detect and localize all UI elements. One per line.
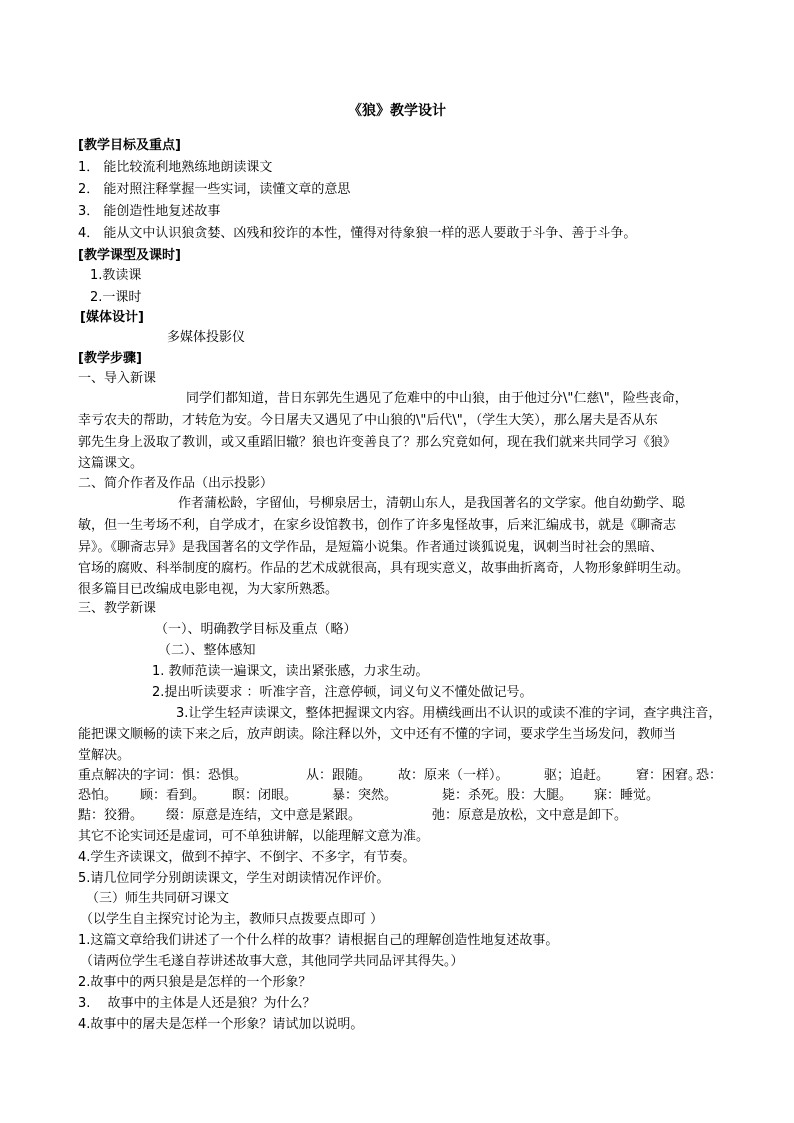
step1-line: 幸亏农夫的帮助，才转危为安。今日屠夫又遇见了中山狼的\"后代\"，（学生大笑），那么屠夫是否从东 (78, 413, 658, 428)
goal-item: 4． 能从文中认识狼贪婪、凶残和狡诈的本性，懂得对待象狼一样的恶人要敢于斗争、善于斗争。 (78, 226, 637, 241)
vocab-entry: 暴：突然。 (332, 788, 398, 803)
step1-line: 郭先生身上汲取了教训，或又重蹈旧辙？狼也许变善良了？那么究竟如何，现在我们就来共同学习《狼》 (78, 435, 677, 450)
goal-item: 1． 能比较流利地熟练地朗读课文 (78, 160, 273, 175)
vocab-entry: 弛：原意是放松，文中意是卸下。 (432, 808, 628, 823)
question-line: 4.故事中的屠夫是怎样一个形象？请试加以说明。 (78, 1017, 364, 1032)
vocab-entry: 从：跟随。 (306, 768, 372, 783)
vocab-entry: 恐怕。 (78, 788, 118, 803)
after-vocab-line: 5.请几位同学分别朗读课文，学生对朗读情况作评价。 (78, 871, 390, 886)
media-heading: [媒体设计] (80, 310, 144, 325)
step3-item: 堂解决。 (78, 748, 131, 763)
sub3-note: （以学生自主探究讨论为主，教师只点拨要点即可 ） (80, 912, 384, 927)
step2-line: 作者蒲松龄，字留仙，号柳泉居士，清朝山东人，是我国著名的文学家。他自幼勤学、聪 (178, 496, 686, 511)
vocab-entry: 顾：看到。 (140, 788, 206, 803)
vocab-entry: 缀：原意是连结，文中意是紧跟。 (166, 808, 362, 823)
steps-heading: [教学步骤] (78, 351, 142, 366)
vocab-entry: 驱；追赶。 (544, 768, 610, 783)
type-item: 2.一课时 (90, 290, 142, 305)
vocab-entry: 窘：困窘。 (636, 768, 702, 783)
step3-heading: 三、教学新课 (78, 601, 157, 616)
step2-line: 敏，但一生考场不利，自学成才，在家乡设馆教书，创作了许多鬼怪故事，后来汇编成书，就是《聊斋志 (78, 518, 677, 533)
type-heading: [教学课型及课时] (78, 248, 181, 263)
vocab-entry: 故：原来（一样）。 (398, 768, 509, 783)
after-vocab-line: 4.学生齐读课文，做到不掉字、不倒字、不多字，有节奏。 (78, 850, 416, 865)
vocab-entry: 瞑：闭眼。 (232, 788, 298, 803)
step2-line: 很多篇目已改编成电影电视，为大家所熟悉。 (78, 582, 339, 597)
question-line: 3. 故事中的主体是人还是狼？为什么？ (78, 996, 316, 1011)
vocab-entry: 毙：杀死。股：大腿。 (442, 788, 573, 803)
type-item: 1.教读课 (90, 268, 142, 283)
step2-line: 异》。《聊斋志异》是我国著名的文学作品，是短篇小说集。作者通过谈狐说鬼，讽刺当时社会的黑暗、 (78, 540, 664, 555)
step3-item: 3.让学生轻声读课文，整体把握课文内容。用横线画出不认识的或读不准的字词，查字典注音， (176, 706, 722, 721)
step3-subheading: （一）、明确教学目标及重点（略） (155, 622, 357, 637)
goal-item: 2． 能对照注释掌握一些实词，读懂文章的意思 (78, 182, 351, 197)
step3-item: 2.提出听读要求 ：听准字音，注意停顿，词义句义不懂处做记号。 (152, 685, 533, 700)
vocab-entry: 恐： (696, 768, 723, 783)
step1-line: 同学们都知道，昔日东郭先生遇见了危难中的中山狼，由于他过分\"仁慈\"，险些丧命， (186, 391, 688, 406)
step3-subheading: （二）、整体感知 (158, 643, 256, 658)
question-line: 1.这篇文章给我们讲述了一个什么样的故事？请根据自己的理解创造性地复述故事。 (78, 933, 559, 948)
after-vocab-line: 其它不论实词还是虚词，可不单独讲解，以能理解文意为准。 (78, 829, 430, 844)
step1-line: 这篇课文。 (78, 456, 144, 471)
step2-heading: 二、简介作者及作品（出示投影） (78, 476, 274, 491)
question-line: 2.故事中的两只狼是是怎样的一个形象？ (78, 975, 312, 990)
vocab-entry: 黠：狡猾。 (78, 808, 144, 823)
step3-item: 能把课文顺畅的读下来之后，放声朗读。除注释以外，文中还有不懂的字词，要求学生当场发问，教师当 (78, 727, 677, 742)
vocab-entry: 寐：睡觉。 (594, 788, 660, 803)
step3-item: 1. 教师范读一遍课文，读出紧张感，力求生动。 (152, 664, 429, 679)
media-text: 多媒体投影仪 (167, 330, 246, 345)
vocab-entry: 重点解决的字词：惧：恐惧。 (78, 768, 248, 783)
page-title: 《狼》教学设计 (348, 103, 446, 119)
goal-item: 3． 能创造性地复述故事 (78, 204, 221, 219)
question-line: （请两位学生毛遂自荐讲述故事大意，其他同学共同品评其得失。） (80, 954, 464, 969)
step2-line: 官场的腐败、科举制度的腐朽。作品的艺术成就很高，具有现实意义，故事曲折离奇，人物形象鲜明生动。 (78, 561, 690, 576)
step3-subheading: （三）师生共同研习课文 (86, 891, 230, 906)
step1-heading: 一、导入新课 (78, 371, 157, 386)
goals-heading: [教学目标及重点] (78, 138, 181, 153)
